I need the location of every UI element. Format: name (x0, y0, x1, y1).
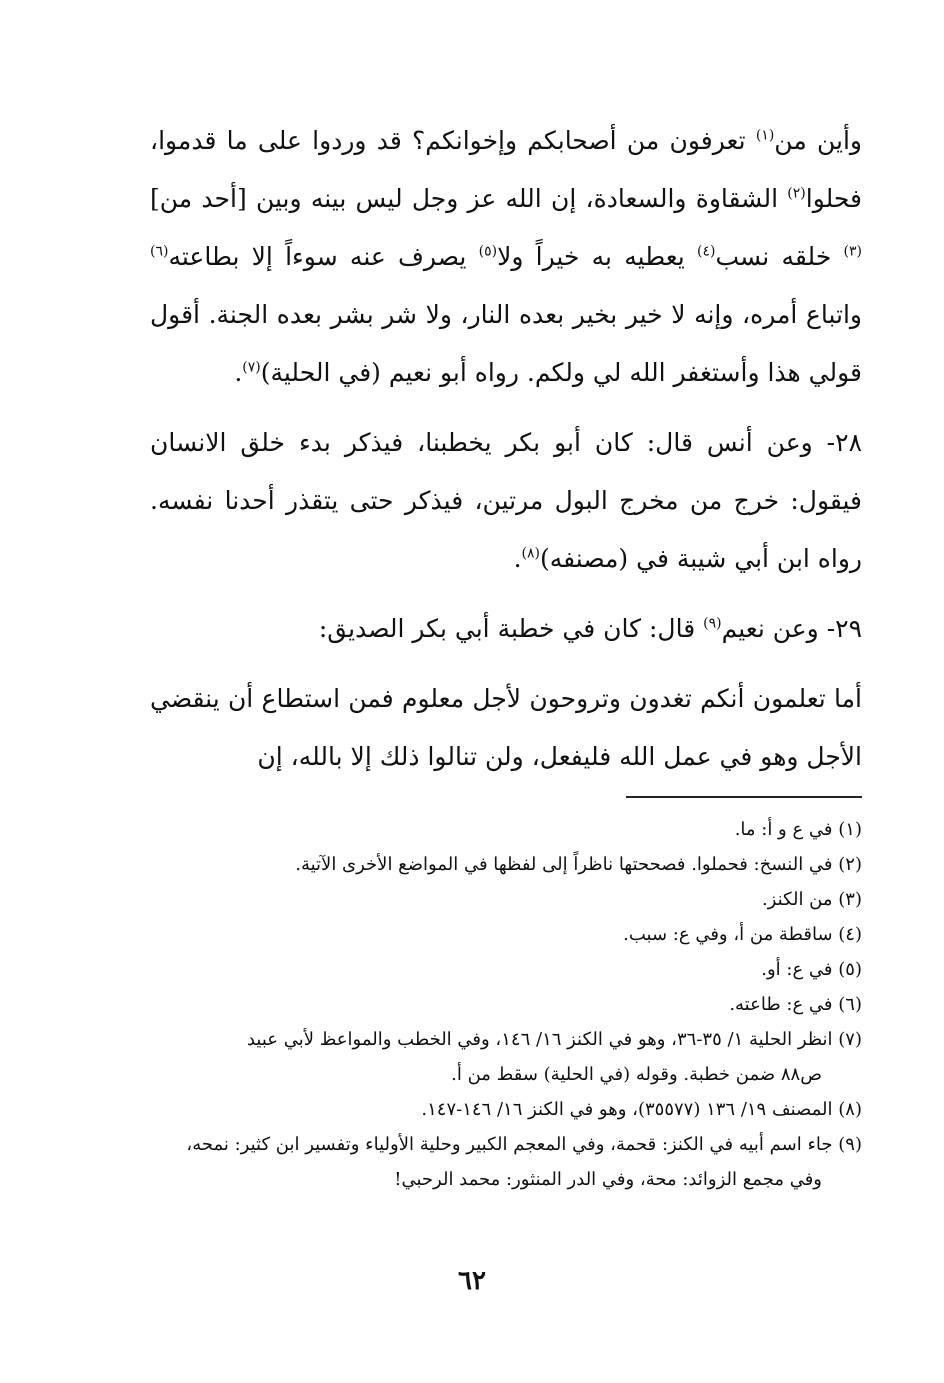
footnote-number: (٧) (838, 1029, 862, 1050)
footnote-ref[interactable]: (٤) (696, 243, 716, 260)
text-run: يصرف عنه سوءاً إلا بطاعته (168, 242, 467, 271)
paragraph-khutba-end (150, 112, 862, 402)
footnote-ref[interactable]: (٦) (150, 243, 169, 260)
paragraph-29-quote (150, 670, 862, 786)
footnote-ref[interactable]: (٩) (703, 615, 722, 632)
footnote-text: في ع و أ: ما. (734, 819, 833, 840)
footnote-continuation: ص٨٨ ضمن خطبة. وقوله (في الحلية) سقط من أ. (451, 1064, 822, 1085)
page-number: ٦٢ (458, 1266, 486, 1296)
footnote-text: في ع: طاعته. (729, 994, 833, 1015)
footnote-number: (٢) (838, 854, 862, 875)
paragraph-29 (150, 600, 862, 658)
footnote-ref[interactable]: (٧) (242, 359, 261, 376)
text-run: . (234, 358, 243, 387)
footnote-3 (150, 882, 862, 917)
text-run: يعطيه به خيراً ولا (497, 242, 685, 271)
text-run: خلقه نسب (715, 242, 832, 271)
text-run: ٢٨- وعن أنس قال: كان أبو بكر يخطبنا، فيذكر بدء خلق الانسان فيقول: خرج من مخرج البول مرتين، فيذكر حتى يتقذر أحدنا نفسه. رواه ابن أبي شيبة في (مصنفه) (150, 428, 862, 573)
footnote-number: (٥) (838, 959, 862, 980)
footnote-8 (150, 1092, 862, 1127)
text-run: تعرفون من أصحابكم وإخوانكم؟ قد وردوا على ما قدموا، فحلوا (150, 126, 862, 213)
footnote-text: جاء اسم أبيه في الكنز: قحمة، وفي المعجم الكبير وحلية الأولياء وتفسير ابن كثير: نمحه، (186, 1134, 833, 1155)
text-run: . (513, 544, 522, 573)
footnote-text: من الكنز. (761, 889, 833, 910)
footnote-5 (150, 952, 862, 987)
footnote-text: في النسخ: فحملوا. فصححتها ناظراً إلى لفظها في المواضع الأخرى الآتية. (295, 854, 833, 875)
footnote-text: ساقطة من أ، وفي ع: سبب. (623, 924, 833, 945)
text-run: الشقاوة والسعادة، إن الله عز وجل ليس بينه وبين [أحد من] (150, 184, 779, 213)
footnote-ref[interactable]: (٢) (787, 185, 806, 202)
text-run: ٢٩- وعن نعيم (721, 614, 862, 643)
footnote-number: (٣) (838, 889, 862, 910)
footnote-4 (150, 917, 862, 952)
footnote-text: انظر الحلية ١/ ٣٥-٣٦، وهو في الكنز ١٦/ ١٤٦، وفي الخطب والمواعظ لأبي عبيد (246, 1029, 833, 1050)
footnote-text: المصنف ١٩/ ١٣٦ (٣٥٥٧٧)، وهو في الكنز ١٦/ ١٤٦-١٤٧. (421, 1099, 833, 1120)
footnote-text: في ع: أو. (761, 959, 833, 980)
text-run: وأين من (774, 126, 862, 155)
footnotes (150, 812, 862, 1197)
footnote-number: (١) (838, 819, 862, 840)
paragraph-28 (150, 414, 862, 588)
footnote-number: (٩) (838, 1134, 862, 1155)
main-text (150, 112, 862, 798)
footnote-1 (150, 812, 862, 847)
footnote-6 (150, 987, 862, 1022)
footnote-9 (150, 1127, 862, 1197)
footnote-ref[interactable]: (٥) (478, 243, 498, 260)
footnote-2 (150, 847, 862, 882)
footnote-ref[interactable]: (١) (755, 127, 775, 144)
footnote-number: (٨) (838, 1099, 862, 1120)
text-run: قال: كان في خطبة أبي بكر الصديق: (318, 614, 704, 643)
footnote-continuation: وفي مجمع الزوائد: محة، وفي الدر المنثور: محمد الرحبي! (394, 1169, 822, 1190)
footnote-number: (٤) (838, 924, 862, 945)
footnote-ref[interactable]: (٣) (843, 243, 863, 260)
text-run: أما تعلمون أنكم تغدون وتروحون لأجل معلوم فمن استطاع أن ينقضي الأجل وهو في عمل الله فليفعل، ولن تنالوا ذلك إلا بالله، إن (150, 684, 862, 771)
footnote-number: (٦) (838, 994, 862, 1015)
text-run: واتباع أمره، وإنه لا خير بخير بعده النار، ولا شر بشر بعده الجنة. أقول قولي هذا وأستغفر الله لي ولكم. رواه أبو نعيم (في الحلية) (150, 300, 862, 387)
footnote-ref[interactable]: (٨) (521, 545, 540, 562)
footnote-7 (150, 1022, 862, 1092)
footnote-separator (626, 796, 862, 798)
